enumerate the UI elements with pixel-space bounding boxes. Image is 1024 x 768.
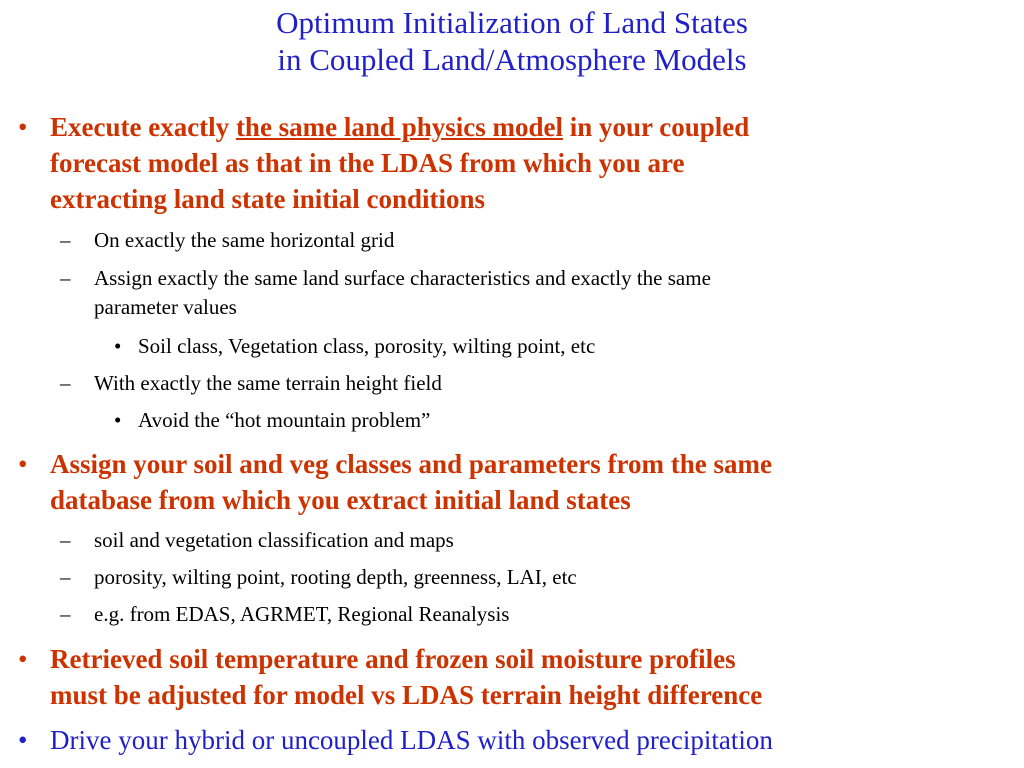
dash-icon: – — [60, 528, 71, 552]
bullet-3-line-2: must be adjusted for model vs LDAS terrain height difference — [50, 680, 763, 710]
bullet-3-text: Retrieved soil temperature and frozen soil moisture profiles — [50, 644, 736, 674]
sub-bullet-2-2-text: porosity, wilting point, rooting depth, greenness, LAI, etc — [94, 565, 577, 589]
bullet-1-line-1 — [18, 109, 750, 145]
sub-bullet-2-3-text: e.g. from EDAS, AGRMET, Regional Reanalysis — [94, 602, 510, 626]
bullet-icon: • — [18, 644, 28, 674]
bullet-icon: • — [114, 334, 122, 358]
bullet-2-line-1 — [18, 446, 772, 482]
sub-bullet-2-3 — [60, 600, 510, 629]
bullet-4-line-1 — [18, 722, 773, 758]
bullet-2-line-2: database from which you extract initial land states — [50, 485, 631, 515]
bullet-icon: • — [114, 408, 122, 432]
bullet-1-underlined-text: the same land physics model — [235, 112, 563, 142]
sub-bullet-2-2 — [60, 563, 577, 592]
bullet-2-text: Assign your soil and veg classes and parameters from the same — [50, 449, 772, 479]
sub-bullet-1-2-text: Assign exactly the same land surface characteristics and exactly the same — [94, 266, 711, 290]
sub-sub-bullet-1-2-1-text: Soil class, Vegetation class, porosity, wilting point, etc — [138, 334, 596, 358]
sub-bullet-1-2 — [60, 264, 711, 293]
bullet-4-text: Drive your hybrid or uncoupled LDAS with observed precipitation — [50, 725, 773, 755]
bullet-1-line-3: extracting land state initial conditions — [50, 184, 486, 214]
dash-icon: – — [60, 565, 71, 589]
dash-icon: – — [60, 266, 71, 290]
sub-bullet-1-2-line-2: parameter values — [94, 295, 237, 319]
slide-title-line-1: Optimum Initialization of Land States — [276, 5, 748, 40]
sub-bullet-1-1 — [60, 226, 395, 255]
bullet-icon: • — [18, 112, 28, 142]
dash-icon: – — [60, 371, 71, 395]
sub-sub-bullet-1-2-1 — [114, 332, 596, 361]
bullet-1-text-pre: Execute exactly — [50, 112, 236, 142]
slide-title-line-2: in Coupled Land/Atmosphere Models — [277, 42, 747, 77]
bullet-icon: • — [18, 725, 28, 755]
bullet-3-line-1 — [18, 641, 736, 677]
dash-icon: – — [60, 228, 71, 252]
dash-icon: – — [60, 602, 71, 626]
sub-bullet-2-1-text: soil and vegetation classification and maps — [94, 528, 454, 552]
sub-bullet-2-1 — [60, 526, 454, 555]
sub-bullet-1-3-text: With exactly the same terrain height field — [94, 371, 442, 395]
sub-bullet-1-1-text: On exactly the same horizontal grid — [94, 228, 395, 252]
bullet-1-text-post: in your coupled — [562, 112, 750, 142]
sub-sub-bullet-1-3-1-text: Avoid the “hot mountain problem” — [138, 408, 431, 432]
bullet-1-line-2: forecast model as that in the LDAS from which you are — [50, 148, 685, 178]
bullet-icon: • — [18, 449, 28, 479]
sub-sub-bullet-1-3-1 — [114, 406, 431, 435]
sub-bullet-1-3 — [60, 369, 442, 398]
